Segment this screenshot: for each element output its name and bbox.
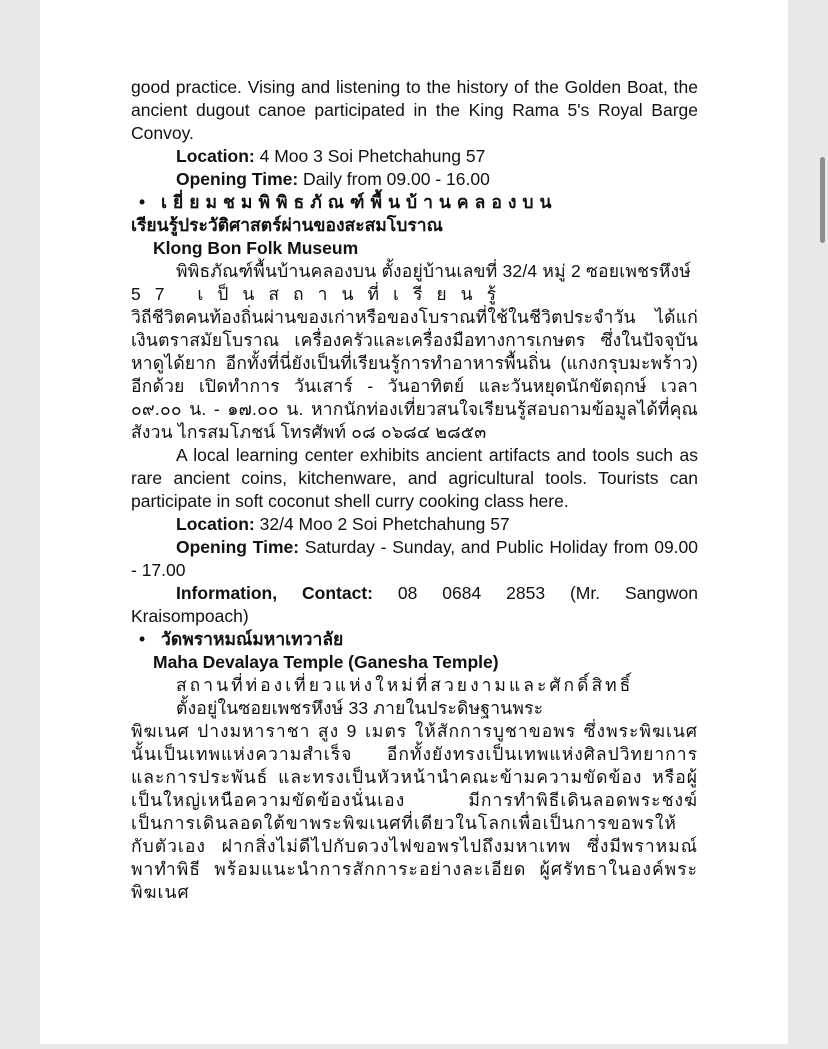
opening-time-label: Opening Time: bbox=[176, 169, 299, 189]
klong-bon-english-text: A local learning center exhibits ancient artifacts and tools such as rare ancient coins, kitchenware, and agricultural tools. Tourists can participate in soft coconut shell curry cooking class here. bbox=[131, 445, 698, 511]
scrollbar-thumb[interactable] bbox=[820, 157, 825, 243]
opening-time-line-1 bbox=[131, 168, 698, 191]
temple-thai-heading: วัดพราหมณ์มหาเทวาลัย bbox=[161, 629, 344, 649]
location-value: 4 Moo 3 Soi Phetchahung 57 bbox=[254, 146, 486, 166]
bullet-temple-thai bbox=[131, 628, 698, 651]
opening-time-label: Opening Time: bbox=[176, 537, 300, 557]
klong-bon-thai-line-2: 57 เป็นสถานที่เรียนรู้ bbox=[131, 284, 510, 304]
bullet-icon: • bbox=[139, 629, 146, 649]
location-line-1 bbox=[131, 145, 698, 168]
temple-heading: Maha Devalaya Temple (Ganesha Temple) bbox=[153, 652, 499, 672]
thai-heading-line-b: เรียนรู้ประวัติศาสตร์ผ่านของสะสมโบราณ bbox=[131, 215, 443, 235]
bullet-klong-bon-thai bbox=[131, 191, 698, 237]
location-label: Location: bbox=[176, 146, 255, 166]
contact-line bbox=[131, 582, 698, 628]
contact-value: 08 0684 2853 (Mr. Sangwon Kraisompoach) bbox=[131, 583, 698, 626]
location-label: Location: bbox=[176, 514, 255, 534]
location-line-2 bbox=[131, 513, 698, 536]
opening-time-value: Daily from 09.00 - 16.00 bbox=[298, 169, 490, 189]
thai-heading-line-a: เยี่ยมชมพิพิธภัณฑ์พื้นบ้านคลองบน bbox=[161, 192, 558, 212]
document-page bbox=[40, 0, 788, 1044]
klong-bon-thai-line-1: พิพิธภัณฑ์พื้นบ้านคลองบน ตั้งอยู่บ้านเลขที่ 32/4 หมู่ 2 ซอยเพชรหึงษ์ bbox=[176, 261, 692, 281]
contact-label: Information, Contact: bbox=[176, 583, 373, 603]
klong-bon-thai-body: วิถีชีวิตคนท้องถิ่นผ่านของเก่าหรือของโบราณที่ใช้ในชีวิตประจำวัน ได้แก่ เงินตราสมัยโบราณ เครื่องครัวและเครื่องมือทางการเกษตร ซึ่งในปัจจุบันหาดูได้ยาก อีกทั้งที่นี่ยังเป็นที่เรียนรู้การทำอาหารพื้นถิ่น (แกงกรุบมะพร้าว) อีกด้วย เปิดทำการ วันเสาร์ - วันอาทิตย์ และวันหยุดนักขัตฤกษ์ เวลา ๐๙.๐๐ น. - ๑๗.๐๐ น. หากนักท่องเที่ยวสนใจเรียนรู้สอบถามข้อมูลได้ที่คุณสังวน ไกรสมโภชน์ โทรศัพท์ ๐๘ ๐๖๘๔ ๒๘๕๓ bbox=[131, 307, 698, 442]
klong-bon-heading: Klong Bon Folk Museum bbox=[153, 238, 359, 258]
bullet-icon: • bbox=[139, 192, 146, 212]
klong-bon-english-paragraph bbox=[131, 444, 698, 513]
temple-thai-line-1: สถานที่ท่องเที่ยวแห่งใหม่ที่สวยงามและศักดิ์สิทธิ์ bbox=[176, 675, 634, 695]
location-value: 32/4 Moo 2 Soi Phetchahung 57 bbox=[254, 514, 510, 534]
golden-boat-paragraph: good practice. Vising and listening to the history of the Golden Boat, the ancient dugout canoe participated in the King Rama 5's Royal Barge Convoy. bbox=[131, 77, 698, 143]
page-content bbox=[131, 76, 698, 904]
temple-thai-line-2: ตั้งอยู่ในซอยเพชรหึงษ์ 33 ภายในประดิษฐานพระ bbox=[176, 698, 544, 718]
opening-time-value: Saturday - Sunday, and Public Holiday from 09.00 - 17.00 bbox=[131, 537, 699, 580]
temple-thai-body: พิฆเนศ ปางมหาราชา สูง 9 เมตร ให้สักการบูชาขอพร ซึ่งพระพิฆเนศนั้นเป็นเทพแห่งความสำเร็จ อีกทั้งยังทรงเป็นเทพแห่งศิลปวิทยาการและการประพันธ์ และทรงเป็นหัวหน้านำคณะข้ามความขัดข้อง หรือผู้เป็นใหญ่เหนือความขัดข้องนั่นเอง มีการทำพิธีเดินลอดพระชงฆ์ เป็นการเดินลอดใต้ขาพระพิฆเนศที่เดียวในโลกเพื่อเป็นการขอพรให้กับตัวเอง ฝากสิ่งไม่ดีไปกับดวงไฟขอพรไปถึงมหาเทพ ซึ่งมีพราหมณ์พาทำพิธี พร้อมแนะนำการสักการะอย่างละเอียด ผู้ศรัทธาในองค์พระพิฆเนศ bbox=[131, 721, 698, 902]
opening-time-line-2 bbox=[131, 536, 698, 582]
